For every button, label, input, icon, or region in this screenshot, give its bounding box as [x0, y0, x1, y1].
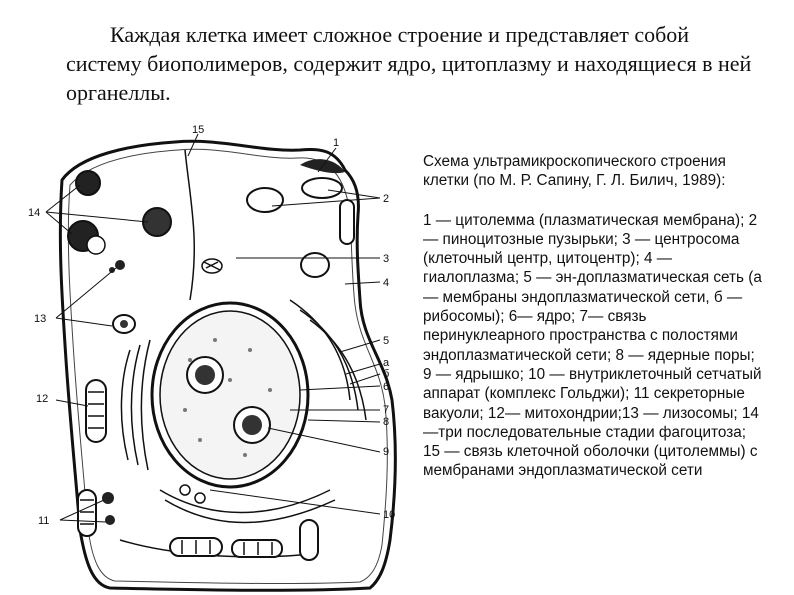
pinocytosis-vesicle	[301, 253, 329, 277]
secretory-vacuole	[195, 493, 205, 503]
figure-label-15: 15	[192, 124, 205, 136]
figure-label-4: 4	[383, 277, 390, 289]
figure-label-10: 10	[383, 509, 396, 521]
figure-label-11: 11	[38, 515, 50, 527]
figure-label-9: 9	[383, 446, 390, 458]
figure-label-a: а	[383, 357, 390, 369]
slide-title-text: Каждая клетка имеет сложное строение и представляет собой систему биополимеров, содержит ядро, цитоплазму и находящиеся в ней органеллы.	[66, 22, 752, 105]
secretory-vacuole	[102, 492, 114, 504]
centrosome	[202, 259, 222, 273]
figure-label-12: 12	[36, 393, 49, 405]
figure-caption	[423, 152, 763, 481]
pinocytosis-vesicle	[247, 188, 283, 212]
figure-label-5: 5	[383, 335, 390, 347]
nucleolus	[242, 415, 262, 435]
secretory-vacuole	[105, 515, 115, 525]
nucleus	[160, 311, 300, 479]
phagocytosis-stage	[76, 171, 100, 195]
figure-label-2: 2	[383, 193, 390, 205]
lysosome	[115, 260, 125, 270]
phagocytosis-stage	[87, 236, 105, 254]
caption-heading: Схема ультрамикроскопического строения клетки (по М. Р. Сапину, Г. Л. Билич, 1989):	[423, 153, 726, 190]
secretory-vacuole	[180, 485, 190, 495]
figure-label-3: 3	[383, 253, 390, 265]
figure-label-1: 1	[333, 137, 340, 149]
figure-label-7: 7	[383, 404, 390, 416]
figure-label-6: 6	[383, 381, 390, 393]
figure-label-13: 13	[34, 313, 47, 325]
nucleolus	[195, 365, 215, 385]
figure-label-b: б	[383, 368, 390, 380]
pinocytosis-vesicle	[302, 178, 342, 198]
caption-legend: 1 — цитолемма (плазматическая мембрана); 2 — пиноцитозные пузырьки; 3 — центросома (клеточный центр, цитоцентр); 4 — гиалоплазма; 5 — эн-доплазматическая сеть (а — мембраны эндоплазматической сети, б — рибосомы); 6— ядро; 7— связь перинуклеарного пространства с полостями эндоплазматической сети; 8 — ядерные поры; 9 — ядрышко; 10 — внутриклеточный сетчатый аппарат (комплекс Гольджи); 11 секреторные вакуоли; 12— митохондрии;13 — лизосомы; 14—три последовательные стадии фагоцитоза; 15 — связь клеточной оболочки (цитолеммы) с мембранами эндоплазматической сети	[423, 211, 762, 480]
figure-label-14: 14	[28, 207, 41, 219]
figure-label-8: 8	[383, 416, 390, 428]
lysosome	[120, 320, 128, 328]
